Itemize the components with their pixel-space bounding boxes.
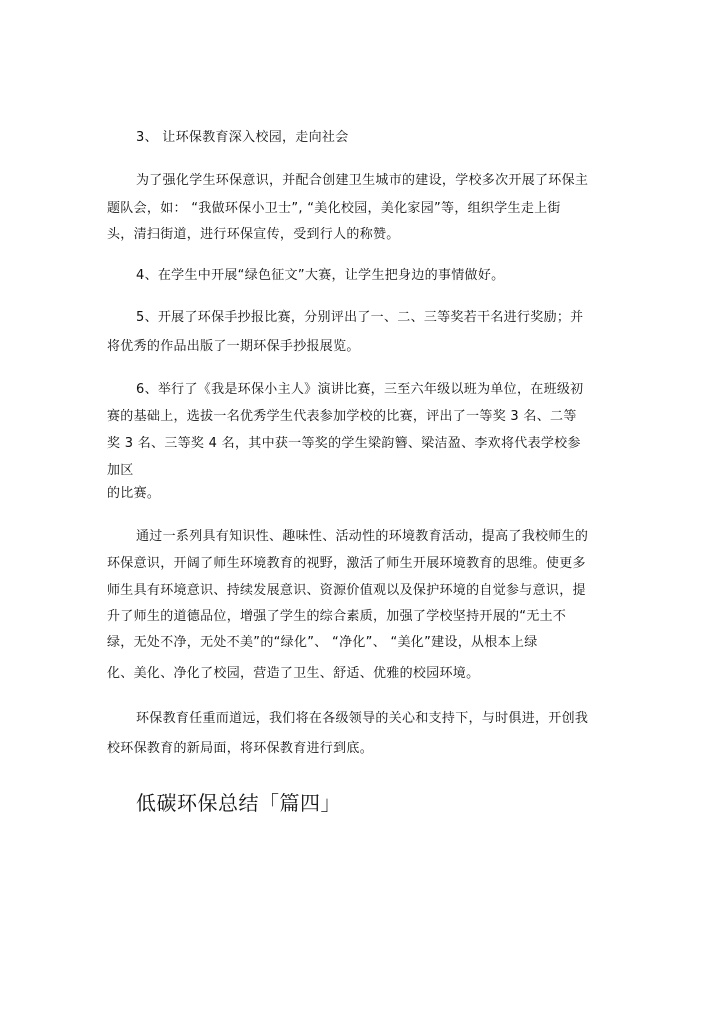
list-item-5-line: 5、开展了环保手抄报比赛，分别评出了一、二、三等奖若干名进行奖励；并 [136,310,584,325]
list-item-6-line: 6、举行了《我是环保小主人》演讲比赛，三至六年级以班为单位，在班级初 [136,382,584,397]
paragraph-line: 为了强化学生环保意识，并配合创建卫生城市的建设，学校多次开展了环保主 [136,173,589,188]
summary-line: 通过一系列具有知识性、趣味性、活动性的环境教育活动，提高了我校师生的 [136,529,589,544]
list-item-6-line: 的比赛。 [107,486,161,501]
closing-line: 校环保教育的新局面，将环保教育进行到底。 [107,741,374,756]
list-item-5-line: 将优秀的作品出版了一期环保手抄报展览。 [107,339,360,354]
list-item-6-line: 加区 [107,463,134,478]
paragraph-line: 题队会，如： “我做环保小卫士”, “美化校园，美化家园”等，组织学生走上街 [107,201,561,216]
section-heading: 低碳环保总结「篇四」 [136,791,341,815]
list-item-6-line: 赛的基础上，选拔一名优秀学生代表参加学校的比赛，评出了一等奖 3 名、二等 [107,409,577,424]
summary-line: 环保意识，开阔了师生环境教育的视野，激活了师生开展环境教育的思维。使更多 [107,556,586,571]
summary-line: 绿，无处不净，无处不美”的“绿化”、 “净化”、 “美化”建设，从根本上绿 [107,635,538,650]
summary-line: 升了师生的道德品位，增强了学生的综合素质，加强了学校坚持开展的“无土不 [107,609,567,624]
summary-line: 师生具有环境意识、持续发展意识、资源价值观以及保护环境的自觉参与意识，提 [107,583,586,598]
summary-line: 化、美化、净化了校园，营造了卫生、舒适、优雅的校园环境。 [107,666,480,681]
paragraph-line: 头，清扫街道，进行环保宣传，受到行人的称赞。 [107,227,400,242]
list-item-6-line: 奖 3 名、三等奖 4 名，其中获一等奖的学生梁韵簪、梁洁盈、李欢将代表学校参 [107,436,581,451]
list-item-3-title: 3、 让环保教育深入校园，走向社会 [136,130,349,145]
list-item-4: 4、在学生中开展“绿色征文”大赛，让学生把身边的事情做好。 [136,268,505,283]
closing-line: 环保教育任重而道远，我们将在各级领导的关心和支持下，与时俱进，开创我 [136,711,589,726]
